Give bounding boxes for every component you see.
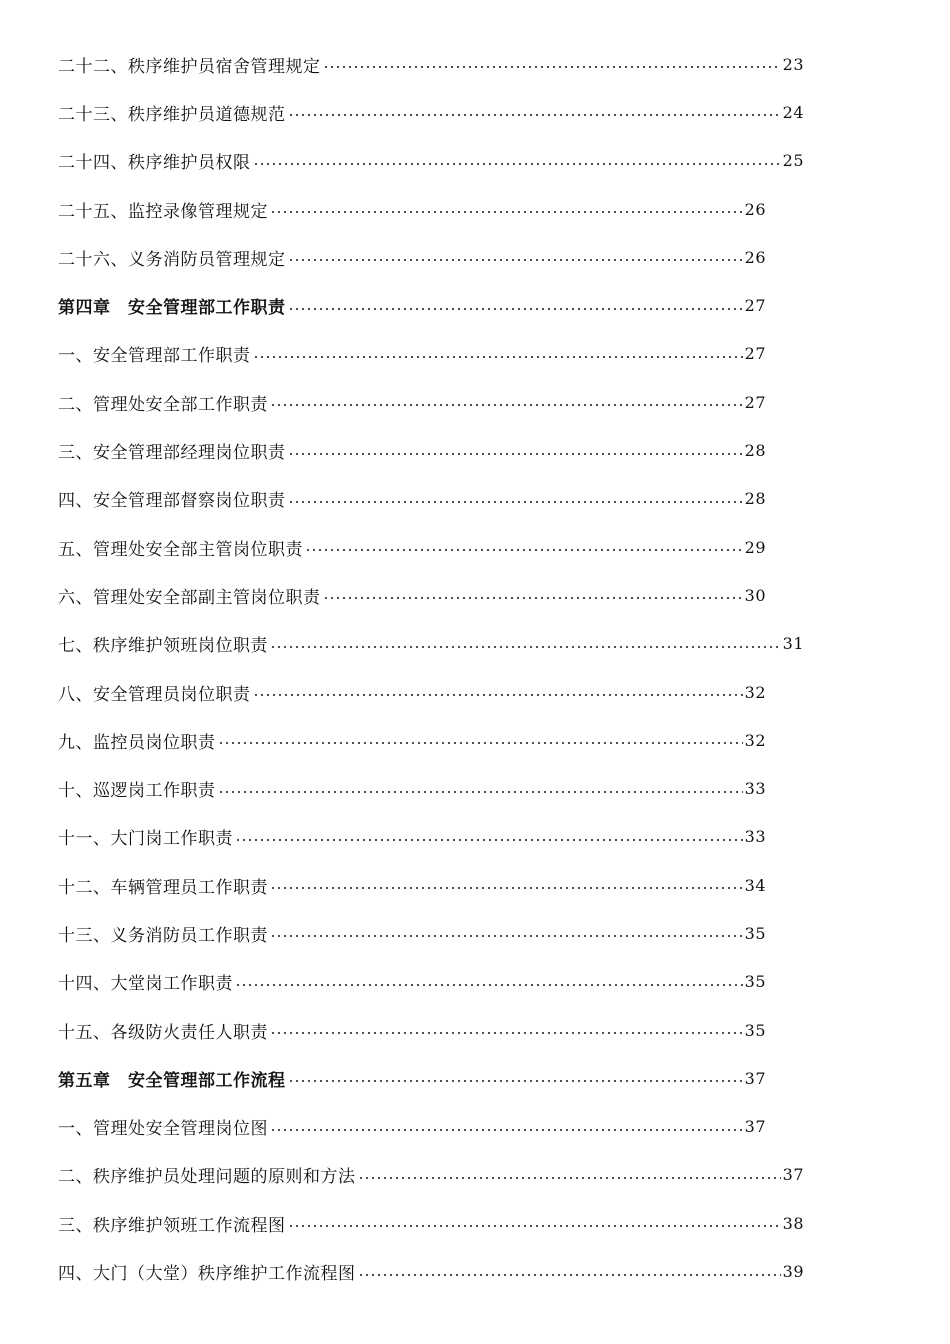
toc-entry[interactable] <box>58 137 804 185</box>
toc-entry-page-number: 23 <box>782 54 804 74</box>
toc-entry-label: 三、安全管理部经理岗位职责 <box>58 443 286 464</box>
toc-entry[interactable] <box>58 716 766 764</box>
toc-chapter-entry[interactable] <box>58 281 766 329</box>
toc-dot-leader <box>288 1225 781 1227</box>
toc-entry-label: 十、巡逻岗工作职责 <box>58 781 216 802</box>
toc-dot-leader <box>288 501 743 503</box>
toc-entry-page-number: 38 <box>782 1213 804 1233</box>
toc-entry-page-number: 28 <box>744 441 766 461</box>
toc-entry[interactable] <box>58 861 766 909</box>
toc-chapter-entry[interactable] <box>58 1054 766 1102</box>
toc-dot-leader <box>288 259 743 261</box>
toc-dot-leader <box>288 453 743 455</box>
toc-dot-leader <box>270 935 743 937</box>
toc-entry-label: 一、安全管理部工作职责 <box>58 346 251 367</box>
toc-entry-label: 九、监控员岗位职责 <box>58 732 216 753</box>
toc-entry-page-number: 27 <box>744 392 766 412</box>
toc-entry-label: 二十四、秩序维护员权限 <box>58 153 251 174</box>
toc-dot-leader <box>270 646 781 648</box>
toc-entry-page-number: 27 <box>744 344 766 364</box>
toc-entry[interactable] <box>58 620 804 668</box>
toc-dot-leader <box>270 1032 743 1034</box>
toc-dot-leader <box>218 791 743 793</box>
toc-dot-leader <box>270 211 743 213</box>
toc-entry-label: 八、安全管理员岗位职责 <box>58 684 251 705</box>
toc-dot-leader <box>253 694 743 696</box>
toc-dot-leader <box>270 887 743 889</box>
toc-entry-page-number: 30 <box>744 585 766 605</box>
toc-dot-leader <box>253 356 743 358</box>
toc-entry[interactable] <box>58 1006 766 1054</box>
toc-entry-label: 十四、大堂岗工作职责 <box>58 974 233 995</box>
toc-entry-label: 二、秩序维护员处理问题的原则和方法 <box>58 1167 356 1188</box>
toc-entry[interactable] <box>58 330 766 378</box>
toc-entry-label: 五、管理处安全部主管岗位职责 <box>58 539 303 560</box>
toc-entry-label: 二十五、监控录像管理规定 <box>58 201 268 222</box>
toc-entry[interactable] <box>58 1199 804 1247</box>
toc-dot-leader <box>323 597 743 599</box>
toc-entry-page-number: 29 <box>744 537 766 557</box>
toc-entry-page-number: 37 <box>782 1165 804 1185</box>
toc-entry-label: 三、秩序维护领班工作流程图 <box>58 1215 286 1236</box>
toc-entry-page-number: 24 <box>782 102 804 122</box>
toc-entry-label: 四、安全管理部督察岗位职责 <box>58 491 286 512</box>
toc-dot-leader <box>323 66 781 68</box>
toc-entry[interactable] <box>58 233 766 281</box>
toc-dot-leader <box>253 163 781 165</box>
toc-entry-page-number: 33 <box>744 827 766 847</box>
toc-dot-leader <box>270 1129 743 1131</box>
toc-entry-page-number: 28 <box>744 489 766 509</box>
toc-dot-leader <box>218 742 743 744</box>
toc-entry-page-number: 34 <box>744 875 766 895</box>
toc-entry-page-number: 31 <box>782 634 804 654</box>
toc-entry[interactable] <box>58 813 766 861</box>
toc-entry[interactable] <box>58 668 766 716</box>
toc-entry[interactable] <box>58 426 766 474</box>
toc-entry[interactable] <box>58 378 766 426</box>
toc-dot-leader <box>270 404 743 406</box>
table-of-contents <box>58 40 818 1296</box>
toc-entry[interactable] <box>58 185 766 233</box>
toc-entry-label: 一、管理处安全管理岗位图 <box>58 1119 268 1140</box>
toc-entry-label: 二十二、秩序维护员宿舍管理规定 <box>58 56 321 77</box>
toc-entry-label: 十五、各级防火责任人职责 <box>58 1022 268 1043</box>
toc-dot-leader <box>288 308 743 310</box>
toc-entry[interactable] <box>58 40 804 88</box>
toc-entry-page-number: 35 <box>744 1020 766 1040</box>
toc-entry[interactable] <box>58 1151 804 1199</box>
toc-entry[interactable] <box>58 909 766 957</box>
toc-dot-leader <box>288 114 781 116</box>
toc-dot-leader <box>358 1177 781 1179</box>
toc-dot-leader <box>288 1080 743 1082</box>
toc-entry-label: 十三、义务消防员工作职责 <box>58 925 268 946</box>
toc-dot-leader <box>305 549 743 551</box>
toc-entry[interactable] <box>58 764 766 812</box>
toc-entry-page-number: 37 <box>744 1117 766 1137</box>
toc-entry-label: 六、管理处安全部副主管岗位职责 <box>58 587 321 608</box>
toc-entry-page-number: 33 <box>744 779 766 799</box>
toc-entry[interactable] <box>58 475 766 523</box>
toc-entry-label: 七、秩序维护领班岗位职责 <box>58 636 268 657</box>
toc-entry-label: 第五章 安全管理部工作流程 <box>58 1070 286 1091</box>
toc-entry-page-number: 25 <box>782 151 804 171</box>
toc-entry-label: 十二、车辆管理员工作职责 <box>58 877 268 898</box>
toc-entry-label: 二十三、秩序维护员道德规范 <box>58 104 286 125</box>
toc-entry-page-number: 32 <box>744 682 766 702</box>
toc-entry[interactable] <box>58 88 804 136</box>
toc-entry-page-number: 35 <box>744 923 766 943</box>
toc-entry-page-number: 26 <box>744 247 766 267</box>
toc-entry[interactable] <box>58 523 766 571</box>
toc-entry-page-number: 39 <box>782 1262 804 1282</box>
toc-entry-label: 四、大门（大堂）秩序维护工作流程图 <box>58 1264 356 1285</box>
toc-entry-page-number: 26 <box>744 199 766 219</box>
toc-entry[interactable] <box>58 1247 804 1295</box>
toc-entry[interactable] <box>58 958 766 1006</box>
toc-entry-label: 十一、大门岗工作职责 <box>58 829 233 850</box>
toc-dot-leader <box>235 984 743 986</box>
toc-dot-leader <box>358 1274 781 1276</box>
toc-entry-page-number: 27 <box>744 296 766 316</box>
toc-entry-page-number: 35 <box>744 972 766 992</box>
toc-entry[interactable] <box>58 1103 766 1151</box>
toc-entry-label: 二、管理处安全部工作职责 <box>58 394 268 415</box>
toc-entry-label: 二十六、义务消防员管理规定 <box>58 249 286 270</box>
toc-entry-label: 第四章 安全管理部工作职责 <box>58 298 286 319</box>
toc-entry-page-number: 37 <box>744 1068 766 1088</box>
toc-dot-leader <box>235 839 743 841</box>
toc-entry-page-number: 32 <box>744 730 766 750</box>
toc-entry[interactable] <box>58 571 766 619</box>
